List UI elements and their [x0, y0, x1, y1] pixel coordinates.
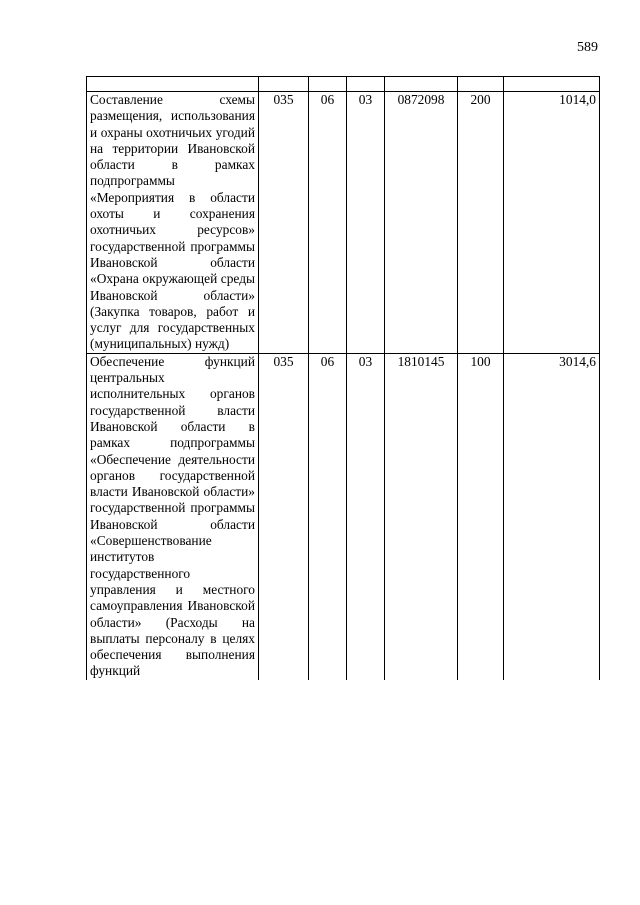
subsection-code: 03	[347, 92, 385, 354]
table-header-row	[87, 77, 600, 92]
amount-value: 3014,6	[504, 353, 600, 679]
row-name-line: использования и охраны	[90, 108, 255, 140]
row-name-line: Ивановской области»	[131, 484, 255, 500]
row-name-line: области «Охрана	[90, 254, 255, 287]
ministry-code: 035	[259, 353, 309, 679]
row-name-line: центральных	[90, 370, 165, 386]
row-name-line: области	[210, 516, 255, 532]
budget-table	[86, 76, 600, 680]
row-name-line: (Закупка товаров, работ	[90, 303, 239, 319]
row-name-line: государственной	[90, 500, 186, 516]
row-name-line: государственной	[90, 238, 186, 254]
row-name-line: выполнения функций	[90, 647, 255, 679]
row-name-line: Ивановской области в	[90, 418, 255, 434]
row-name-line: территории Ивановской	[112, 140, 255, 156]
empty-cell	[385, 77, 458, 92]
row-name-line: «Совершенствование	[90, 533, 212, 549]
empty-cell	[309, 77, 347, 92]
row-name-line: исполнительных органов	[90, 386, 255, 402]
empty-cell	[458, 77, 504, 92]
ministry-code: 035	[259, 92, 309, 354]
row-name-line: «Мероприятия в области	[90, 189, 255, 205]
row-name-line: государственного	[90, 565, 191, 581]
section-code: 06	[309, 92, 347, 354]
row-name-line: деятельности органов	[90, 451, 255, 483]
row-name-line: обеспечения	[90, 647, 162, 663]
page-number: 589	[577, 40, 598, 55]
empty-cell	[87, 77, 259, 92]
target-article-code: 0872098	[385, 92, 458, 354]
section-code: 06	[309, 353, 347, 679]
amount-value: 1014,0	[504, 92, 600, 354]
empty-cell	[347, 77, 385, 92]
row-name-line: подпрограммы	[90, 173, 175, 189]
row-name-line: Ивановской области»	[90, 287, 255, 303]
row-name-line: персоналу в целях	[145, 630, 255, 646]
row-name-line: самоуправления	[90, 598, 183, 614]
subsection-code: 03	[347, 353, 385, 679]
empty-cell	[504, 77, 600, 92]
row-name-line: управления и местного	[90, 581, 255, 597]
row-name-line: «Обеспечение	[90, 451, 171, 467]
row-name-line: размещения,	[90, 108, 163, 124]
row-name-line: (Расходы на выплаты	[90, 614, 255, 646]
row-name-line: охоты и сохранения	[90, 206, 255, 222]
expense-type-code: 100	[458, 353, 504, 679]
row-name-line: рамках подпрограммы	[90, 435, 255, 451]
row-name-line: государственной власти	[90, 402, 255, 418]
row-name-line: окружающей среды	[142, 271, 255, 287]
empty-cell	[259, 77, 309, 92]
row-name-line: государственной власти	[90, 467, 255, 500]
row-name-line: Ивановской области»	[90, 598, 255, 630]
row-name-cell	[87, 353, 259, 679]
row-name-line: охотничьих угодий на	[90, 124, 255, 156]
target-article-code: 1810145	[385, 353, 458, 679]
row-name-line: программы Ивановской	[90, 238, 255, 270]
table-row	[87, 92, 600, 354]
row-name-line: и услуг для	[90, 303, 255, 336]
row-name-line: программы Ивановской	[90, 500, 255, 532]
row-name-line: области в рамках	[90, 157, 255, 173]
row-name-line: институтов	[90, 549, 155, 565]
expense-type-code: 200	[458, 92, 504, 354]
row-name-cell	[87, 92, 259, 354]
row-name-line: Обеспечение функций	[90, 353, 255, 369]
row-name-line: (муниципальных) нужд)	[90, 336, 230, 352]
row-name-line: государственных	[157, 320, 255, 336]
row-name-line: охотничьих ресурсов»	[90, 222, 255, 238]
row-name-line: Составление схемы	[90, 92, 255, 107]
table-row	[87, 353, 600, 679]
